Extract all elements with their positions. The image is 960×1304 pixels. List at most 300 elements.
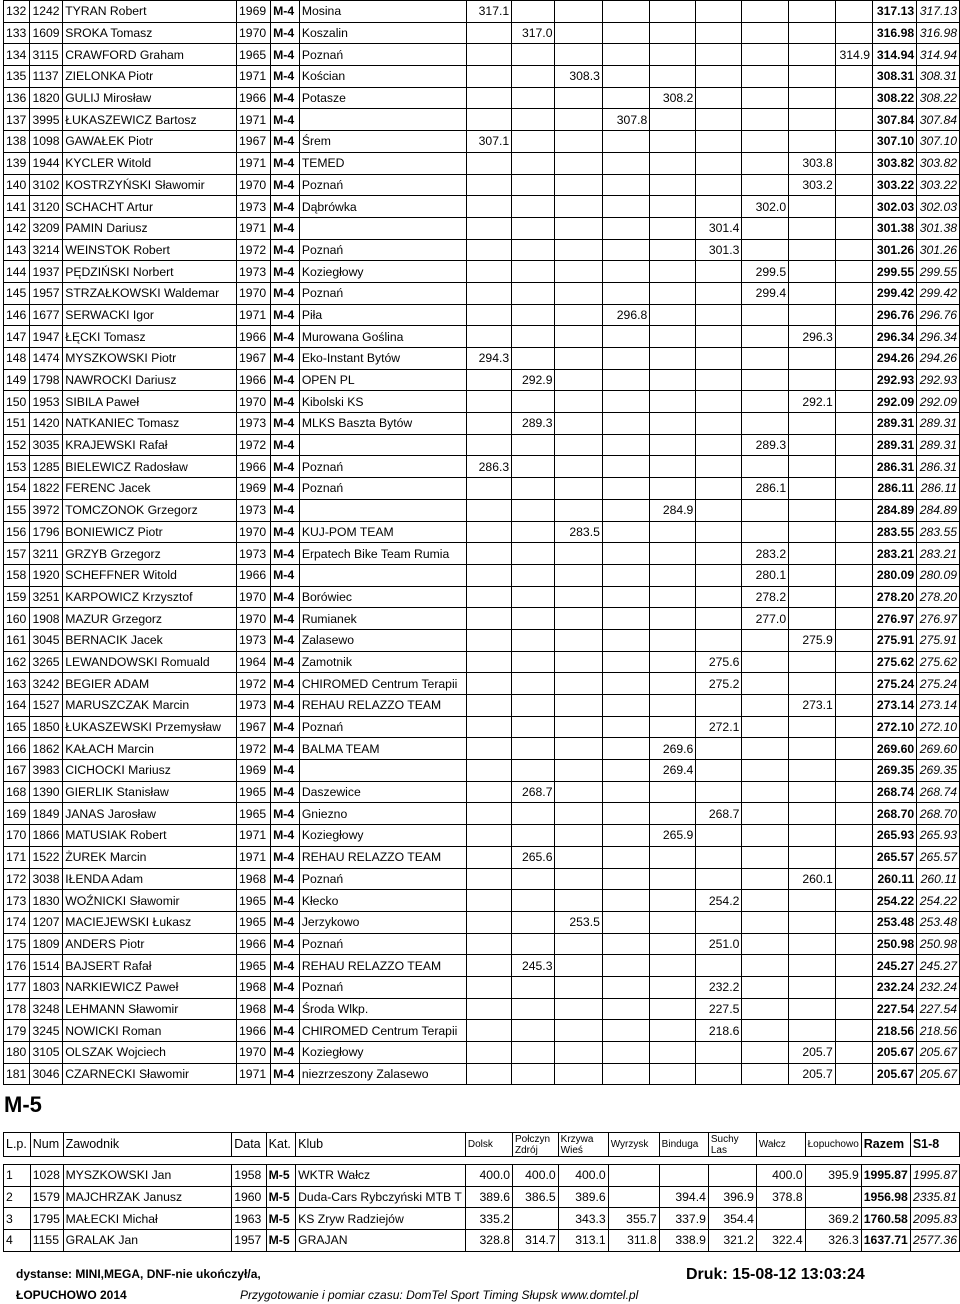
table-row xyxy=(4,586,960,608)
cell-year: 1971 xyxy=(237,66,271,88)
cell-race-score xyxy=(512,803,555,825)
cell-race-score xyxy=(696,456,742,478)
cell-race-score: 338.9 xyxy=(659,1230,708,1252)
header-num: Num xyxy=(30,1133,63,1157)
cell-race-score: 280.1 xyxy=(742,564,789,586)
cell-club: Poznań xyxy=(299,456,466,478)
cell-race-score xyxy=(742,955,789,977)
cell-sum: 303.82 xyxy=(873,152,917,174)
cell-name: GRZYB Grzegorz xyxy=(63,543,237,565)
cell-race-score xyxy=(696,282,742,304)
cell-race-score xyxy=(602,369,649,391)
cell-race-score xyxy=(466,66,511,88)
cell-club: Poznań xyxy=(299,282,466,304)
cell-race-score: 296.8 xyxy=(602,304,649,326)
cell-name: MACIEJEWSKI Łukasz xyxy=(63,911,237,933)
cell-race-score xyxy=(696,434,742,456)
cell-race-score xyxy=(602,760,649,782)
cell-name: KAŁACH Marcin xyxy=(63,738,237,760)
cell-category: M-4 xyxy=(271,217,300,239)
cell-race-score xyxy=(789,478,836,500)
cell-number: 1579 xyxy=(30,1186,63,1208)
cell-race-score xyxy=(466,803,511,825)
cell-race-score xyxy=(789,846,836,868)
cell-s18: 284.89 xyxy=(917,499,960,521)
cell-race-score xyxy=(466,282,511,304)
cell-number: 1822 xyxy=(30,478,63,500)
table-row xyxy=(4,174,960,196)
cell-number: 3214 xyxy=(30,239,63,261)
cell-name: MYSZKOWSKI Piotr xyxy=(63,348,237,370)
cell-club: REHAU RELAZZO TEAM xyxy=(299,955,466,977)
cell-race-score xyxy=(466,825,511,847)
cell-race-score xyxy=(512,261,555,283)
cell-race-score xyxy=(835,109,872,131)
table-row xyxy=(4,369,960,391)
cell-sum: 268.70 xyxy=(873,803,917,825)
cell-race-score xyxy=(742,499,789,521)
cell-sum: 276.97 xyxy=(873,608,917,630)
cell-race-score: 395.9 xyxy=(805,1165,861,1187)
cell-category: M-4 xyxy=(271,586,300,608)
cell-club: Koziegłowy xyxy=(299,261,466,283)
cell-club: Poznań xyxy=(299,933,466,955)
cell-race-score xyxy=(650,348,696,370)
cell-lp: 174 xyxy=(4,911,30,933)
cell-race-score xyxy=(789,282,836,304)
cell-race-score xyxy=(602,716,649,738)
cell-race-score xyxy=(650,109,696,131)
cell-race-score: 326.3 xyxy=(805,1230,861,1252)
cell-race-score: 265.9 xyxy=(650,825,696,847)
cell-race-score xyxy=(650,304,696,326)
table-row xyxy=(4,109,960,131)
table-row xyxy=(4,1186,960,1208)
cell-race-score xyxy=(835,868,872,890)
cell-race-score xyxy=(742,217,789,239)
cell-sum: 232.24 xyxy=(873,976,917,998)
cell-year: 1972 xyxy=(237,738,271,760)
cell-race-score xyxy=(742,1042,789,1064)
cell-race-score: 321.2 xyxy=(708,1230,756,1252)
cell-year: 1972 xyxy=(237,239,271,261)
cell-race-score xyxy=(512,131,555,153)
cell-race-score xyxy=(555,781,602,803)
cell-lp: 162 xyxy=(4,651,30,673)
cell-category: M-4 xyxy=(271,543,300,565)
cell-race-score xyxy=(789,217,836,239)
cell-race-score xyxy=(512,673,555,695)
cell-race-score xyxy=(602,976,649,998)
header-race-1: Dolsk xyxy=(465,1133,512,1157)
cell-race-score xyxy=(835,217,872,239)
cell-race-score xyxy=(466,998,511,1020)
cell-race-score xyxy=(789,586,836,608)
cell-category: M-5 xyxy=(266,1230,295,1252)
cell-club: Kościan xyxy=(299,66,466,88)
cell-race-score: 275.2 xyxy=(696,673,742,695)
cell-category: M-4 xyxy=(271,44,300,66)
cell-number: 1849 xyxy=(30,803,63,825)
cell-race-score: 289.3 xyxy=(742,434,789,456)
cell-race-score xyxy=(742,695,789,717)
table-row xyxy=(4,998,960,1020)
cell-s18: 303.82 xyxy=(917,152,960,174)
cell-race-score xyxy=(789,1020,836,1042)
cell-race-score: 355.7 xyxy=(608,1208,659,1230)
cell-race-score: 308.2 xyxy=(650,87,696,109)
cell-race-score xyxy=(555,152,602,174)
cell-race-score xyxy=(650,174,696,196)
cell-race-score xyxy=(512,976,555,998)
cell-race-score xyxy=(789,673,836,695)
cell-year: 1971 xyxy=(237,846,271,868)
cell-club: Borówiec xyxy=(299,586,466,608)
cell-race-score xyxy=(696,781,742,803)
cell-year: 1970 xyxy=(237,586,271,608)
cell-race-score xyxy=(512,87,555,109)
cell-year: 1971 xyxy=(237,304,271,326)
cell-lp: 139 xyxy=(4,152,30,174)
cell-category: M-4 xyxy=(271,413,300,435)
cell-race-score xyxy=(555,1063,602,1085)
cell-category: M-4 xyxy=(271,998,300,1020)
cell-lp: 1 xyxy=(4,1165,31,1187)
table-row xyxy=(4,391,960,413)
cell-s18: 1995.87 xyxy=(910,1165,959,1187)
cell-lp: 169 xyxy=(4,803,30,825)
cell-race-score xyxy=(466,261,511,283)
cell-year: 1973 xyxy=(237,261,271,283)
cell-race-score: 400.0 xyxy=(558,1165,608,1187)
cell-race-score xyxy=(650,456,696,478)
cell-race-score xyxy=(512,499,555,521)
table-row xyxy=(4,760,960,782)
cell-race-score xyxy=(466,152,511,174)
cell-number: 3211 xyxy=(30,543,63,565)
cell-s18: 296.34 xyxy=(917,326,960,348)
cell-race-score xyxy=(696,1063,742,1085)
cell-name: BIELEWICZ Radosław xyxy=(63,456,237,478)
cell-race-score xyxy=(602,673,649,695)
cell-race-score xyxy=(650,998,696,1020)
cell-name: ZIELONKA Piotr xyxy=(63,66,237,88)
cell-lp: 135 xyxy=(4,66,30,88)
results-table xyxy=(3,0,960,1085)
cell-race-score xyxy=(650,282,696,304)
cell-number: 1028 xyxy=(30,1165,63,1187)
cell-race-score xyxy=(650,911,696,933)
cell-category: M-4 xyxy=(271,174,300,196)
cell-race-score xyxy=(555,716,602,738)
cell-race-score xyxy=(512,217,555,239)
cell-race-score xyxy=(555,825,602,847)
cell-race-score xyxy=(602,608,649,630)
cell-race-score xyxy=(789,348,836,370)
cell-lp: 145 xyxy=(4,282,30,304)
table-row xyxy=(4,890,960,912)
cell-name: SERWACKI Igor xyxy=(63,304,237,326)
cell-sum: 260.11 xyxy=(873,868,917,890)
cell-race-score: 322.4 xyxy=(756,1230,805,1252)
cell-race-score xyxy=(835,66,872,88)
cell-race-score: 265.6 xyxy=(512,846,555,868)
cell-lp: 149 xyxy=(4,369,30,391)
cell-race-score xyxy=(835,456,872,478)
cell-s18: 299.42 xyxy=(917,282,960,304)
cell-number: 1809 xyxy=(30,933,63,955)
cell-race-score xyxy=(512,933,555,955)
cell-race-score xyxy=(835,413,872,435)
cell-race-score xyxy=(555,131,602,153)
cell-race-score xyxy=(466,87,511,109)
cell-category: M-4 xyxy=(271,651,300,673)
cell-year: 1969 xyxy=(237,1,271,23)
cell-category: M-4 xyxy=(271,781,300,803)
cell-sum: 280.09 xyxy=(873,564,917,586)
cell-year: 1970 xyxy=(237,521,271,543)
table-row xyxy=(4,478,960,500)
cell-race-score xyxy=(466,217,511,239)
cell-race-score xyxy=(650,629,696,651)
cell-s18: 283.21 xyxy=(917,543,960,565)
header-name: Zawodnik xyxy=(63,1133,232,1157)
cell-s18: 254.22 xyxy=(917,890,960,912)
cell-race-score xyxy=(555,868,602,890)
cell-race-score xyxy=(696,152,742,174)
cell-race-score xyxy=(835,716,872,738)
cell-race-score xyxy=(789,499,836,521)
cell-club xyxy=(299,434,466,456)
cell-race-score xyxy=(650,521,696,543)
cell-race-score: 273.1 xyxy=(789,695,836,717)
cell-name: IŁENDA Adam xyxy=(63,868,237,890)
cell-race-score: 314.7 xyxy=(513,1230,559,1252)
cell-sum: 1637.71 xyxy=(861,1230,910,1252)
cell-race-score xyxy=(555,44,602,66)
cell-lp: 164 xyxy=(4,695,30,717)
cell-race-score xyxy=(602,911,649,933)
cell-category: M-4 xyxy=(271,1020,300,1042)
cell-race-score xyxy=(555,478,602,500)
cell-number: 1609 xyxy=(30,22,63,44)
cell-race-score xyxy=(602,998,649,1020)
cell-year: 1970 xyxy=(237,174,271,196)
table-row xyxy=(4,911,960,933)
cell-category: M-5 xyxy=(266,1186,295,1208)
cell-race-score xyxy=(602,803,649,825)
cell-race-score xyxy=(696,174,742,196)
cell-sum: 307.84 xyxy=(873,109,917,131)
cell-lp: 165 xyxy=(4,716,30,738)
cell-race-score xyxy=(466,933,511,955)
cell-sum: 1760.58 xyxy=(861,1208,910,1230)
cell-lp: 144 xyxy=(4,261,30,283)
cell-club: KUJ-POM TEAM xyxy=(299,521,466,543)
cell-year: 1973 xyxy=(237,499,271,521)
cell-race-score xyxy=(789,131,836,153)
cell-name: STRZAŁKOWSKI Waldemar xyxy=(63,282,237,304)
cell-race-score: 275.6 xyxy=(696,651,742,673)
table-row xyxy=(4,348,960,370)
cell-race-score xyxy=(789,109,836,131)
cell-lp: 157 xyxy=(4,543,30,565)
cell-s18: 276.97 xyxy=(917,608,960,630)
cell-race-score xyxy=(512,695,555,717)
cell-race-score xyxy=(555,890,602,912)
cell-race-score xyxy=(602,825,649,847)
cell-race-score xyxy=(602,217,649,239)
cell-race-score xyxy=(512,760,555,782)
cell-race-score xyxy=(602,391,649,413)
cell-race-score xyxy=(555,803,602,825)
cell-race-score xyxy=(602,152,649,174)
cell-race-score xyxy=(650,66,696,88)
cell-race-score xyxy=(512,1042,555,1064)
cell-race-score xyxy=(789,564,836,586)
cell-number: 1920 xyxy=(30,564,63,586)
cell-race-score xyxy=(602,651,649,673)
cell-race-score: 311.8 xyxy=(608,1230,659,1252)
cell-race-score xyxy=(466,564,511,586)
cell-race-score: 254.2 xyxy=(696,890,742,912)
cell-s18: 205.67 xyxy=(917,1042,960,1064)
cell-category: M-4 xyxy=(271,1063,300,1085)
cell-race-score: 278.2 xyxy=(742,586,789,608)
cell-sum: 284.89 xyxy=(873,499,917,521)
cell-club: Koziegłowy xyxy=(299,1042,466,1064)
cell-race-score xyxy=(742,803,789,825)
cell-race-score xyxy=(742,890,789,912)
cell-s18: 292.93 xyxy=(917,369,960,391)
cell-sum: 296.76 xyxy=(873,304,917,326)
cell-race-score xyxy=(742,651,789,673)
cell-race-score xyxy=(650,608,696,630)
cell-race-score xyxy=(835,825,872,847)
table-row xyxy=(4,1208,960,1230)
table-row xyxy=(4,1230,960,1252)
cell-race-score xyxy=(789,543,836,565)
cell-name: CICHOCKI Mariusz xyxy=(63,760,237,782)
cell-club: OPEN PL xyxy=(299,369,466,391)
cell-race-score xyxy=(696,608,742,630)
cell-race-score xyxy=(835,1063,872,1085)
table-row xyxy=(4,87,960,109)
cell-name: NOWICKI Roman xyxy=(63,1020,237,1042)
cell-category: M-4 xyxy=(271,66,300,88)
cell-race-score xyxy=(650,846,696,868)
cell-race-score xyxy=(650,1042,696,1064)
cell-sum: 268.74 xyxy=(873,781,917,803)
cell-name: WEINSTOK Robert xyxy=(63,239,237,261)
cell-race-score xyxy=(696,868,742,890)
cell-number: 3045 xyxy=(30,629,63,651)
table-row xyxy=(4,152,960,174)
cell-sum: 254.22 xyxy=(873,890,917,912)
cell-race-score xyxy=(650,1,696,23)
cell-race-score xyxy=(835,326,872,348)
cell-race-score xyxy=(555,174,602,196)
cell-race-score: 314.9 xyxy=(835,44,872,66)
cell-race-score xyxy=(708,1165,756,1187)
cell-lp: 176 xyxy=(4,955,30,977)
cell-race-score: 299.4 xyxy=(742,282,789,304)
cell-race-score: 296.3 xyxy=(789,326,836,348)
cell-lp: 147 xyxy=(4,326,30,348)
cell-race-score xyxy=(466,608,511,630)
footer-credits: Przygotowanie i pomiar czasu: DomTel Sport Timing Słupsk www.domtel.pl xyxy=(240,1288,639,1302)
cell-number: 1474 xyxy=(30,348,63,370)
cell-race-score xyxy=(512,651,555,673)
cell-lp: 140 xyxy=(4,174,30,196)
cell-race-score xyxy=(742,760,789,782)
cell-name: MAJCHRZAK Janusz xyxy=(63,1186,232,1208)
cell-sum: 265.93 xyxy=(873,825,917,847)
category-title: M-5 xyxy=(4,1092,42,1117)
cell-race-score xyxy=(835,1,872,23)
cell-number: 3242 xyxy=(30,673,63,695)
cell-year: 1969 xyxy=(237,478,271,500)
cell-year: 1971 xyxy=(237,109,271,131)
cell-sum: 275.24 xyxy=(873,673,917,695)
cell-race-score xyxy=(650,651,696,673)
cell-name: OLSZAK Wojciech xyxy=(63,1042,237,1064)
cell-year: 1966 xyxy=(237,564,271,586)
cell-category: M-4 xyxy=(271,131,300,153)
cell-race-score xyxy=(835,564,872,586)
cell-number: 1908 xyxy=(30,608,63,630)
cell-year: 1957 xyxy=(232,1230,266,1252)
cell-lp: 175 xyxy=(4,933,30,955)
cell-race-score: 205.7 xyxy=(789,1063,836,1085)
cell-race-score xyxy=(789,955,836,977)
cell-lp: 160 xyxy=(4,608,30,630)
cell-race-score: 317.1 xyxy=(466,1,511,23)
table-row xyxy=(4,499,960,521)
cell-race-score xyxy=(650,673,696,695)
cell-name: PAMIN Dariusz xyxy=(63,217,237,239)
cell-club: Zalasewo xyxy=(299,629,466,651)
cell-race-score xyxy=(835,304,872,326)
cell-race-score xyxy=(650,955,696,977)
cell-lp: 159 xyxy=(4,586,30,608)
cell-race-score xyxy=(512,478,555,500)
cell-s18: 299.55 xyxy=(917,261,960,283)
cell-number: 3115 xyxy=(30,44,63,66)
cell-race-score: 389.6 xyxy=(465,1186,512,1208)
cell-race-score: 269.6 xyxy=(650,738,696,760)
cell-number: 1420 xyxy=(30,413,63,435)
cell-sum: 286.31 xyxy=(873,456,917,478)
cell-race-score: 268.7 xyxy=(512,781,555,803)
cell-race-score xyxy=(696,131,742,153)
cell-race-score xyxy=(742,369,789,391)
cell-race-score xyxy=(696,1,742,23)
cell-category: M-4 xyxy=(271,933,300,955)
cell-s18: 292.09 xyxy=(917,391,960,413)
cell-race-score xyxy=(512,196,555,218)
cell-lp: 177 xyxy=(4,976,30,998)
cell-number: 1866 xyxy=(30,825,63,847)
cell-sum: 292.09 xyxy=(873,391,917,413)
cell-sum: 205.67 xyxy=(873,1042,917,1064)
cell-club: Mosina xyxy=(299,1,466,23)
cell-race-score xyxy=(512,44,555,66)
cell-race-score xyxy=(466,304,511,326)
cell-race-score xyxy=(742,868,789,890)
cell-lp: 168 xyxy=(4,781,30,803)
cell-s18: 296.76 xyxy=(917,304,960,326)
